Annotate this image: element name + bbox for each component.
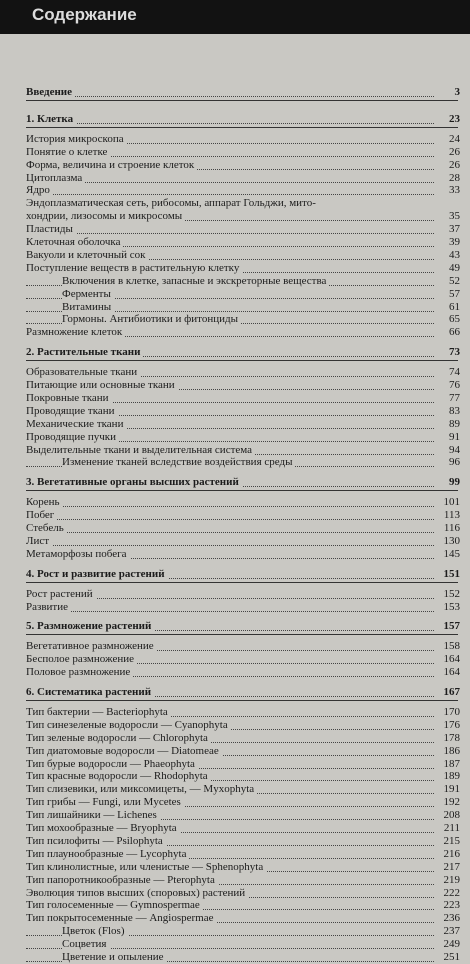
toc-entry-title: Форма, величина и строение клеток xyxy=(26,159,197,172)
toc-entry-page: 151 xyxy=(436,568,460,581)
toc-entry xyxy=(26,640,460,653)
toc-entry-page: 251 xyxy=(436,951,460,964)
toc-entry-title: Проводящие пучки xyxy=(26,431,119,444)
toc-entry-title: Клеточная оболочка xyxy=(26,236,123,249)
toc-entry-page: 178 xyxy=(436,732,460,745)
toc-entry-page: 222 xyxy=(436,887,460,900)
toc-entry-page: 164 xyxy=(436,653,460,666)
toc-entry-page: 167 xyxy=(436,686,460,699)
toc-entry-title: 2. Растительные ткани xyxy=(26,346,143,359)
toc-section xyxy=(26,686,460,699)
toc-entry xyxy=(26,509,460,522)
toc-entry-title: 1. Клетка xyxy=(26,113,76,126)
toc-entry-page: 215 xyxy=(436,835,460,848)
toc-entry xyxy=(26,418,460,431)
toc-entry xyxy=(26,887,460,900)
toc-entry-page: 74 xyxy=(436,366,460,379)
toc-entry-page: 187 xyxy=(436,758,460,771)
toc-entry-title: Тип мохообразные — Bryophyta xyxy=(26,822,180,835)
toc-entry-title: Тип голосеменные — Gymnospermae xyxy=(26,899,203,912)
toc-entry xyxy=(26,912,460,925)
toc-entry-page: 191 xyxy=(436,783,460,796)
toc-entry-page: 91 xyxy=(436,431,460,444)
toc-entry xyxy=(26,392,460,405)
toc-entry-title: Тип бактерии — Bacteriophyta xyxy=(26,706,171,719)
toc-entry-page: 35 xyxy=(436,210,460,223)
toc-entry xyxy=(26,588,460,601)
toc-entry-title: Стебель xyxy=(26,522,67,535)
toc-entry-title: История микроскопа xyxy=(26,133,127,146)
toc-section xyxy=(26,568,460,581)
section-rule xyxy=(26,634,458,635)
toc-entry xyxy=(26,197,460,210)
toc-entry xyxy=(26,301,460,314)
leader-dots xyxy=(26,194,434,195)
toc-entry-page: 94 xyxy=(436,444,460,457)
toc-entry-page: 219 xyxy=(436,874,460,887)
toc-entry xyxy=(26,535,460,548)
toc-entry xyxy=(26,496,460,509)
toc-entry-page: 170 xyxy=(436,706,460,719)
toc-entry-title: Тип синезеленые водоросли — Cyanophyta xyxy=(26,719,231,732)
toc-entry xyxy=(26,951,460,964)
toc-entry xyxy=(26,522,460,535)
toc-entry-page: 73 xyxy=(436,346,460,359)
toc-entry xyxy=(26,133,460,146)
toc-entry-page: 89 xyxy=(436,418,460,431)
toc-entry-title: Половое размножение xyxy=(26,666,133,679)
toc-entry-page: 237 xyxy=(436,925,460,938)
toc-section xyxy=(26,476,460,489)
toc-entry-page: 217 xyxy=(436,861,460,874)
toc-entry-page: 43 xyxy=(436,249,460,262)
toc-entry xyxy=(26,210,460,223)
toc-entry-title: Понятие о клетке xyxy=(26,146,110,159)
toc-entry-page: 24 xyxy=(436,133,460,146)
toc-entry xyxy=(26,874,460,887)
section-rule xyxy=(26,700,458,701)
toc-entry-title: Тип слизевики, или миксомицеты, — Myxophyta xyxy=(26,783,257,796)
toc-entry-title: 3. Вегетативные органы высших растений xyxy=(26,476,242,489)
toc-entry xyxy=(26,288,460,301)
toc-entry-title: Корень xyxy=(26,496,63,509)
toc-entry-title: Вакуоли и клеточный сок xyxy=(26,249,149,262)
leader-dots xyxy=(26,611,434,612)
toc-entry-title: Лист xyxy=(26,535,52,548)
toc-entry xyxy=(26,456,460,469)
toc-entry-page: 145 xyxy=(436,548,460,561)
toc-entry-title: Витамины xyxy=(62,301,114,314)
toc-entry xyxy=(26,313,460,326)
toc-entry xyxy=(26,899,460,912)
toc-entry-page: 99 xyxy=(436,476,460,489)
toc-entry-title: Поступление веществ в растительную клетку xyxy=(26,262,242,275)
toc-entry xyxy=(26,719,460,732)
toc-entry-page: 236 xyxy=(436,912,460,925)
toc-entry-page: 23 xyxy=(436,113,460,126)
toc-entry-page: 52 xyxy=(436,275,460,288)
toc-entry-page: 130 xyxy=(436,535,460,548)
toc-entry-title: Развитие xyxy=(26,601,71,614)
toc-entry-title: Тип грибы — Fungi, или Mycetes xyxy=(26,796,184,809)
section-rule xyxy=(26,360,458,361)
toc-entry-title: Размножение клеток xyxy=(26,326,125,339)
toc-entry-page: 65 xyxy=(436,313,460,326)
toc-entry-title: Вегетативное размножение xyxy=(26,640,157,653)
toc-entry-page: 176 xyxy=(436,719,460,732)
toc-entry-page: 77 xyxy=(436,392,460,405)
toc-entry-title: Гормоны. Антибиотики и фитонциды xyxy=(62,313,241,326)
toc-entry-page: 192 xyxy=(436,796,460,809)
toc-entry-title: хондрии, лизосомы и микросомы xyxy=(26,210,185,223)
toc-entry-page: 76 xyxy=(436,379,460,392)
section-rule xyxy=(26,490,458,491)
toc-entry xyxy=(26,366,460,379)
toc-entry-page: 39 xyxy=(436,236,460,249)
toc-entry-page: 158 xyxy=(436,640,460,653)
toc-entry xyxy=(26,444,460,457)
toc-entry-title: Пластиды xyxy=(26,223,76,236)
toc-entry-title: Покровные ткани xyxy=(26,392,112,405)
toc-entry-page: 26 xyxy=(436,146,460,159)
toc-entry-title: Выделительные ткани и выделительная система xyxy=(26,444,255,457)
toc-entry-page: 3 xyxy=(436,86,460,99)
toc-entry-title: Эволюция типов высших (споровых) растений xyxy=(26,887,248,900)
toc-entry xyxy=(26,548,460,561)
toc-entry-title: Тип диатомовые водоросли — Diatomeae xyxy=(26,745,222,758)
toc-entry-title: Побег xyxy=(26,509,57,522)
toc-entry-page: 164 xyxy=(436,666,460,679)
toc-entry xyxy=(26,796,460,809)
leader-dots xyxy=(26,182,434,183)
toc-entry-title: 6. Систематика растений xyxy=(26,686,154,699)
toc-entry-page: 49 xyxy=(436,262,460,275)
toc-entry-title: Введение xyxy=(26,86,75,99)
toc-entry-title: Тип зеленые водоросли — Chlorophyta xyxy=(26,732,211,745)
toc-entry-page: 186 xyxy=(436,745,460,758)
toc-entry-title: Ядро xyxy=(26,184,53,197)
section-rule xyxy=(26,582,458,583)
toc-section xyxy=(26,620,460,633)
toc-entry-page: 33 xyxy=(436,184,460,197)
toc-entry-page: 37 xyxy=(436,223,460,236)
toc-entry-title: Метаморфозы побега xyxy=(26,548,130,561)
toc-entry-page: 189 xyxy=(436,770,460,783)
toc-entry-title: Тип псилофиты — Psilophyta xyxy=(26,835,166,848)
toc-entry-title: 4. Рост и развитие растений xyxy=(26,568,168,581)
toc-entry-page: 249 xyxy=(436,938,460,951)
toc-entry xyxy=(26,379,460,392)
toc-entry-page: 113 xyxy=(436,509,460,522)
toc-entry-title: Эндоплазматическая сеть, рибосомы, аппарат Гольджи, мито- xyxy=(26,197,319,210)
toc-entry-title: Цитоплазма xyxy=(26,172,85,185)
toc-entry-title: Цветение и опыление xyxy=(62,951,167,964)
toc-entry xyxy=(26,431,460,444)
toc-entry xyxy=(26,666,460,679)
toc-entry-page: 61 xyxy=(436,301,460,314)
toc-entry xyxy=(26,770,460,783)
toc-entry xyxy=(26,146,460,159)
toc-entry-title: Проводящие ткани xyxy=(26,405,118,418)
toc-entry-title: Образовательные ткани xyxy=(26,366,140,379)
toc-entry-title: Тип покрытосеменные — Angiospermae xyxy=(26,912,216,925)
toc-entry-page: 101 xyxy=(436,496,460,509)
section-rule xyxy=(26,100,458,101)
toc-entry-title: Тип лишайники — Lichenes xyxy=(26,809,160,822)
leader-dots xyxy=(26,96,434,97)
toc-entry xyxy=(26,249,460,262)
toc-entry-page: 28 xyxy=(436,172,460,185)
toc-entry xyxy=(26,861,460,874)
toc-entry xyxy=(26,275,460,288)
toc-entry-title: Соцветия xyxy=(62,938,110,951)
leader-dots xyxy=(26,545,434,546)
toc-entry-page: 211 xyxy=(436,822,460,835)
toc-entry-page: 66 xyxy=(436,326,460,339)
toc-entry xyxy=(26,184,460,197)
toc-entry-page: 96 xyxy=(436,456,460,469)
toc-section xyxy=(26,113,460,126)
toc-entry xyxy=(26,822,460,835)
toc-entry-title: Тип клинолистные, или членистые — Sphenophyta xyxy=(26,861,266,874)
toc-entry-title: Цветок (Flos) xyxy=(62,925,128,938)
page-title: Содержание xyxy=(32,5,137,24)
leader-dots xyxy=(26,519,434,520)
toc-entry xyxy=(26,326,460,339)
toc-entry-page: 157 xyxy=(436,620,460,633)
toc-entry-page: 152 xyxy=(436,588,460,601)
toc-entry xyxy=(26,405,460,418)
toc-entry-title: Бесполое размножение xyxy=(26,653,137,666)
toc-entry-page: 153 xyxy=(436,601,460,614)
toc-entry xyxy=(26,172,460,185)
toc-entry xyxy=(26,745,460,758)
leader-dots xyxy=(26,123,434,124)
toc-entry-title: Механические ткани xyxy=(26,418,126,431)
toc-entry xyxy=(26,848,460,861)
toc-entry xyxy=(26,236,460,249)
toc-entry-title: Тип папоротникообразные — Pterophyta xyxy=(26,874,218,887)
toc-section xyxy=(26,346,460,359)
toc-entry-page: 216 xyxy=(436,848,460,861)
leader-dots xyxy=(26,233,434,234)
toc-entry xyxy=(26,925,460,938)
toc-entry xyxy=(26,835,460,848)
toc-entry xyxy=(26,938,460,951)
toc-entry xyxy=(26,706,460,719)
section-rule xyxy=(26,127,458,128)
leader-dots xyxy=(26,532,434,533)
toc-entry-page: 223 xyxy=(436,899,460,912)
toc-entry-title: 5. Размножение растений xyxy=(26,620,154,633)
toc-entry-title: Рост растений xyxy=(26,588,96,601)
toc-entry xyxy=(26,783,460,796)
toc-entry-title: Ферменты xyxy=(62,288,114,301)
toc-entry-page: 57 xyxy=(436,288,460,301)
toc-entry-title: Питающие или основные ткани xyxy=(26,379,178,392)
toc-entry-title: Тип красные водоросли — Rhodophyta xyxy=(26,770,211,783)
toc-entry xyxy=(26,732,460,745)
toc-entry xyxy=(26,262,460,275)
toc-entry-title: Изменение тканей вследствие воздействия среды xyxy=(62,456,295,469)
leader-dots xyxy=(26,506,434,507)
toc-entry-page: 26 xyxy=(436,159,460,172)
toc-entry-page: 116 xyxy=(436,522,460,535)
toc-entry xyxy=(26,601,460,614)
toc-section xyxy=(26,86,460,99)
toc-entry xyxy=(26,653,460,666)
toc-entry xyxy=(26,758,460,771)
toc-entry-title: Тип бурые водоросли — Phaeophyta xyxy=(26,758,198,771)
toc-entry-page: 208 xyxy=(436,809,460,822)
toc-entry xyxy=(26,809,460,822)
toc-entry xyxy=(26,159,460,172)
toc-entry xyxy=(26,223,460,236)
toc-entry-page: 83 xyxy=(436,405,460,418)
toc-entry-title: Включения в клетке, запасные и экскреторные вещества xyxy=(62,275,329,288)
toc-entry-title: Тип плаунообразные — Lycophyta xyxy=(26,848,189,861)
